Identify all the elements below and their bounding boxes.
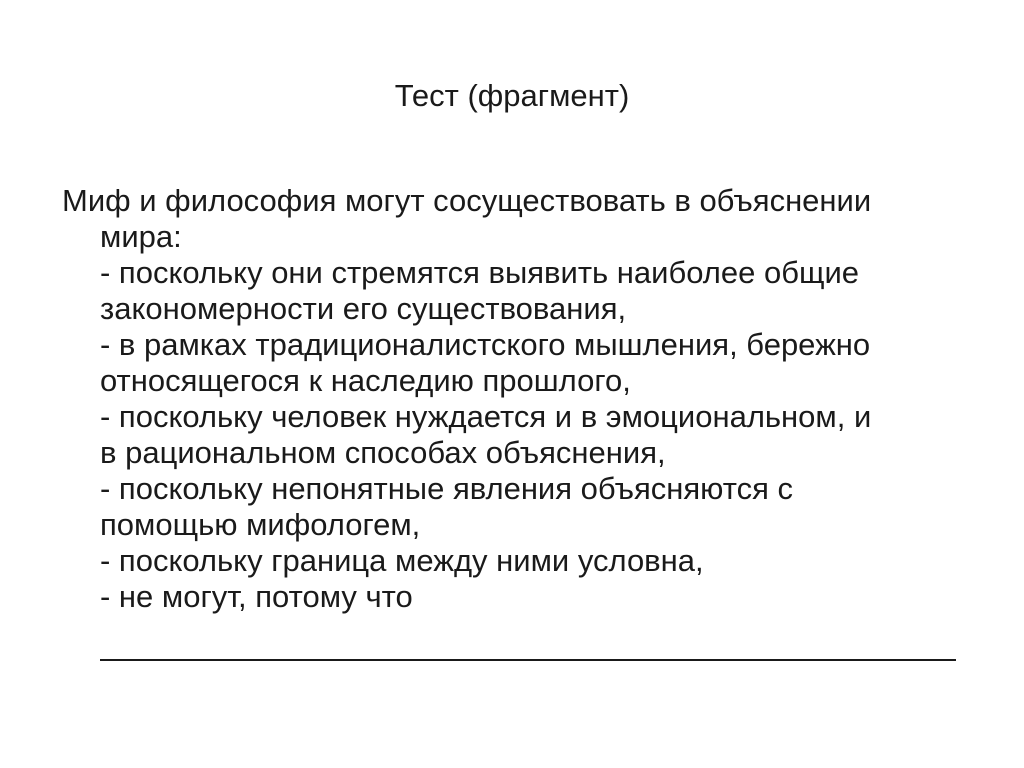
option-2-line-2: относящегося к наследию прошлого,: [100, 363, 631, 398]
option-5-line-1: - поскольку граница между ними условна,: [100, 543, 704, 578]
option-3-line-2: в рациональном способах объяснения,: [100, 435, 666, 470]
option-4-line-1: - поскольку непонятные явления объясняются с: [100, 471, 794, 506]
option-3-line-1: - поскольку человек нуждается и в эмоциональном, и: [100, 399, 872, 434]
question-line-1: Миф и философия могут сосуществовать в объяснении: [62, 183, 872, 218]
slide-body: [62, 183, 982, 615]
option-1-line-1: - поскольку они стремятся выявить наиболее общие: [100, 255, 860, 290]
option-2-line-1: - в рамках традиционалистского мышления, бережно: [100, 327, 871, 362]
option-6-line-1: - не могут, потому что: [100, 579, 413, 614]
option-1-line-2: закономерности его существования,: [100, 291, 627, 326]
option-4-line-2: помощью мифологем,: [100, 507, 421, 542]
slide-title: Тест (фрагмент): [394, 78, 630, 113]
answer-blank-line: [100, 659, 956, 661]
question-line-2: мира:: [100, 219, 182, 254]
